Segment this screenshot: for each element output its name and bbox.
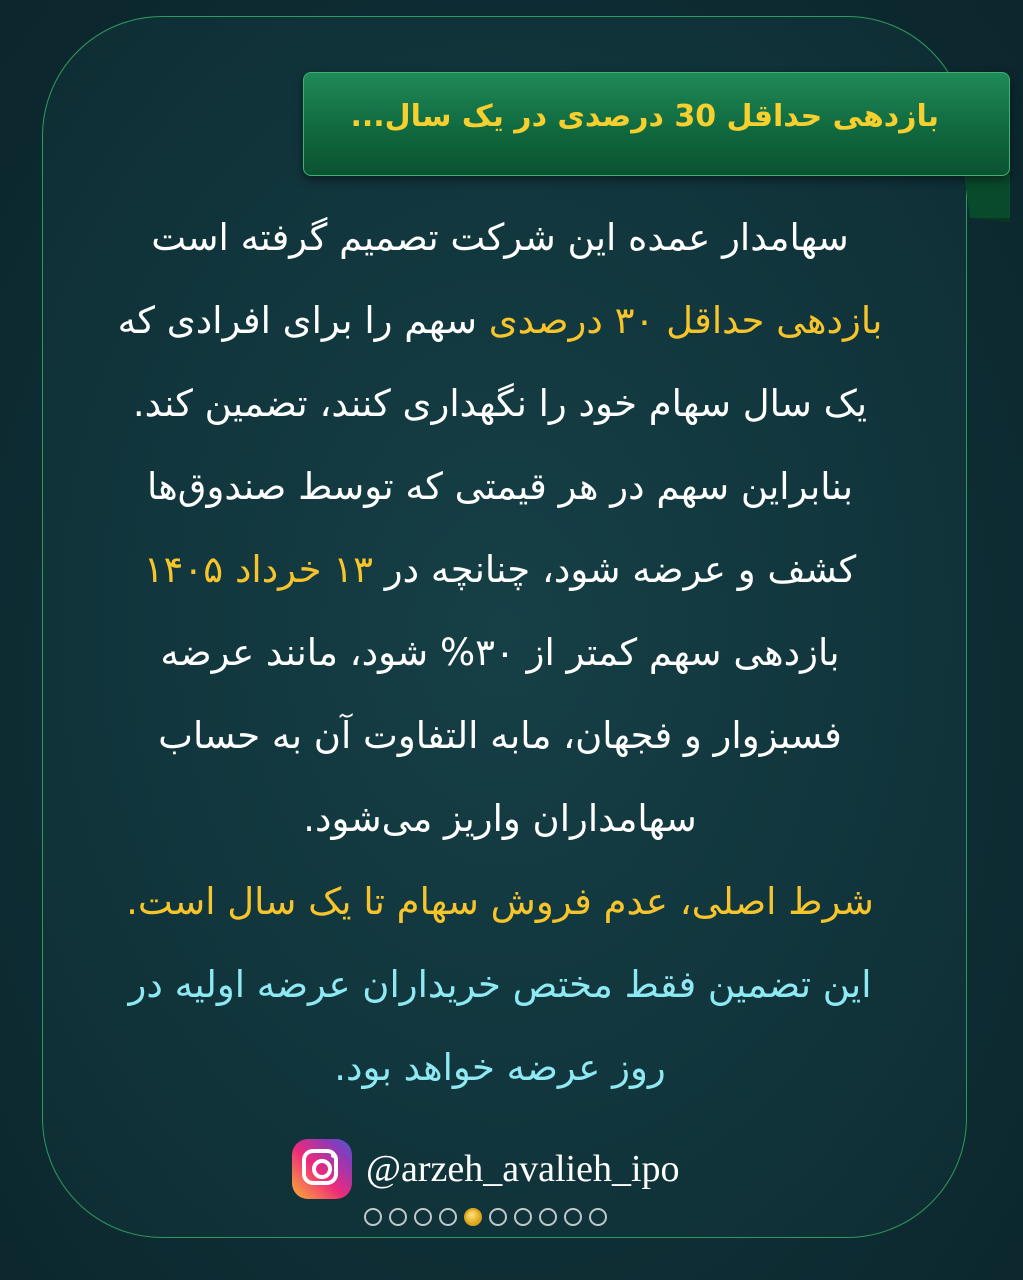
pagination-dot[interactable] — [439, 1208, 457, 1226]
pagination-dot[interactable] — [514, 1208, 532, 1226]
pagination-dot[interactable] — [564, 1208, 582, 1226]
pagination-dot[interactable] — [414, 1208, 432, 1226]
text-line-1: سهامدار عمده این شرکت تصمیم گرفته است — [151, 216, 849, 259]
pagination-dot-active[interactable] — [464, 1208, 482, 1226]
announcement-text — [60, 196, 940, 1109]
pagination-dot[interactable] — [489, 1208, 507, 1226]
text-line-2-rest: سهم را برای افرادی که — [117, 299, 489, 342]
pagination-dot[interactable] — [364, 1208, 382, 1226]
pagination-dot[interactable] — [589, 1208, 607, 1226]
title-banner — [303, 72, 1010, 176]
text-line-3: یک سال سهام خود را نگهداری کنند، تضمین کند. — [132, 382, 868, 425]
text-line-8: سهامداران واریز می‌شود. — [303, 797, 697, 840]
pagination-dot[interactable] — [389, 1208, 407, 1226]
text-line-5 — [60, 528, 940, 611]
text-line-7: فسبزوار و فجهان، مابه التفاوت آن به حساب — [158, 714, 842, 757]
text-line-5-rest: کشف و عرضه شود، چنانچه در — [372, 548, 857, 591]
eligibility-line-2: روز عرضه خواهد بود. — [334, 1046, 666, 1089]
pagination-dots — [364, 1208, 607, 1226]
banner-title: بازدهی حداقل 30 درصدی در یک سال... — [350, 99, 939, 134]
highlight-min-return: بازدهی حداقل ۳۰ درصدی — [488, 299, 883, 342]
main-condition-line: شرط اصلی، عدم فروش سهام تا یک سال است. — [126, 880, 874, 923]
text-line-6: بازدهی سهم کمتر از ۳۰% شود، مانند عرضه — [160, 631, 840, 674]
eligibility-line-1: این تضمین فقط مختص خریداران عرضه اولیه در — [128, 963, 872, 1006]
instagram-handle[interactable]: @arzeh_avalieh_ipo — [366, 1148, 680, 1190]
instagram-footer[interactable] — [292, 1138, 680, 1200]
pagination-dot[interactable] — [539, 1208, 557, 1226]
text-line-2 — [60, 279, 940, 362]
instagram-icon[interactable] — [292, 1139, 352, 1199]
highlight-date: ۱۳ خرداد ۱۴۰۵ — [143, 548, 373, 591]
text-line-4: بنابراین سهم در هر قیمتی که توسط صندوق‌ها — [146, 465, 854, 508]
